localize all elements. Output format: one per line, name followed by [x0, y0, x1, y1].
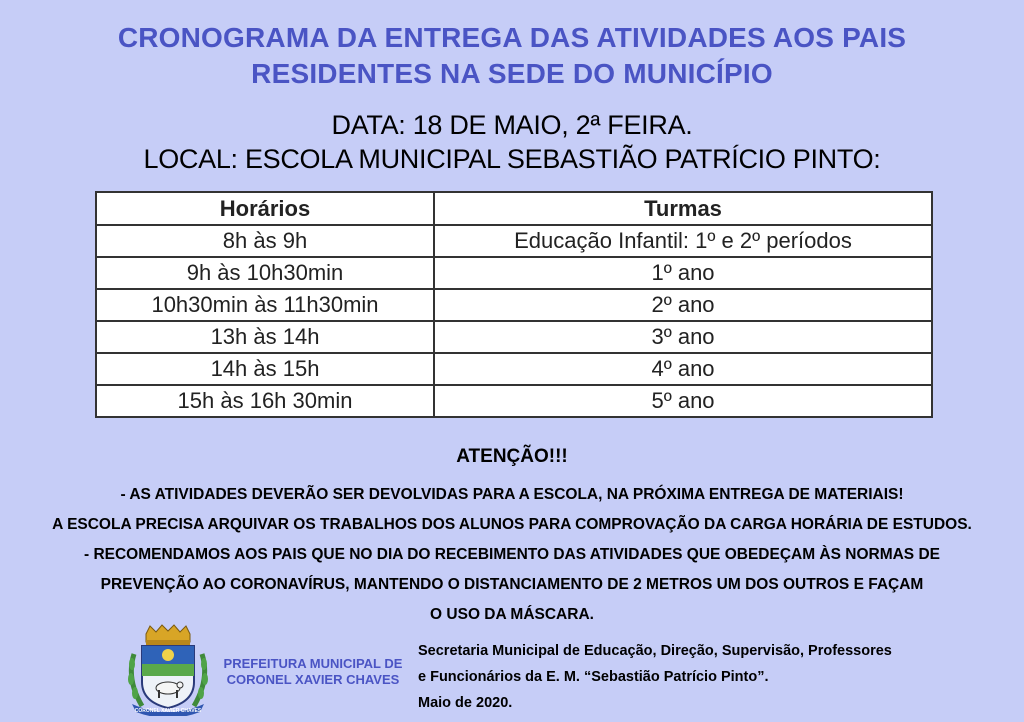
note-line: O USO DA MÁSCARA. — [430, 606, 594, 623]
signature-block — [418, 638, 892, 716]
header-turmas: Turmas — [434, 192, 932, 225]
event-info — [0, 108, 1024, 176]
event-location: LOCAL: ESCOLA MUNICIPAL SEBASTIÃO PATRÍCIO PINTO: — [143, 144, 881, 174]
municipality-name — [218, 656, 408, 688]
note-line: PREVENÇÃO AO CORONAVÍRUS, MANTENDO O DISTANCIAMENTO DE 2 METROS UM DOS OUTROS E FAÇAM — [100, 576, 924, 593]
attention-notes — [0, 480, 1024, 630]
schedule-table — [95, 191, 933, 418]
class-cell: Educação Infantil: 1º e 2º períodos — [434, 225, 932, 257]
table-row — [96, 385, 932, 417]
signature-date: Maio de 2020. — [418, 695, 513, 711]
note-line: A ESCOLA PRECISA ARQUIVAR OS TRABALHOS DOS ALUNOS PARA COMPROVAÇÃO DA CARGA HORÁRIA DE ESTUDOS. — [52, 516, 972, 533]
time-cell: 15h às 16h 30min — [96, 385, 434, 417]
time-cell: 13h às 14h — [96, 321, 434, 353]
class-cell: 4º ano — [434, 353, 932, 385]
municipal-crest-icon — [124, 624, 212, 716]
document-title — [0, 20, 1024, 92]
table-row — [96, 353, 932, 385]
title-line-2: RESIDENTES NA SEDE DO MUNICÍPIO — [251, 58, 773, 89]
table-row — [96, 321, 932, 353]
table-row — [96, 289, 932, 321]
class-cell: 1º ano — [434, 257, 932, 289]
class-cell: 3º ano — [434, 321, 932, 353]
time-cell: 8h às 9h — [96, 225, 434, 257]
municipality-line-2: CORONEL XAVIER CHAVES — [226, 672, 400, 687]
event-date: DATA: 18 DE MAIO, 2ª FEIRA. — [331, 110, 693, 140]
signature-line-2: e Funcionários da E. M. “Sebastião Patrício Pinto”. — [418, 669, 769, 685]
note-line: - RECOMENDAMOS AOS PAIS QUE NO DIA DO RECEBIMENTO DAS ATIVIDADES QUE OBEDEÇAM ÀS NORMAS DE — [83, 546, 940, 563]
time-cell: 10h30min às 11h30min — [96, 289, 434, 321]
table-row — [96, 225, 932, 257]
time-cell: 9h às 10h30min — [96, 257, 434, 289]
class-cell: 5º ano — [434, 385, 932, 417]
note-line: - AS ATIVIDADES DEVERÃO SER DEVOLVIDAS PARA A ESCOLA, NA PRÓXIMA ENTREGA DE MATERIAIS! — [120, 486, 904, 503]
crest-ribbon-text: CORONEL XAVIER CHAVES — [134, 708, 202, 714]
title-line-1: CRONOGRAMA DA ENTREGA DAS ATIVIDADES AOS PAIS — [117, 22, 907, 53]
table-header-row — [96, 192, 932, 225]
attention-heading: ATENÇÃO!!! — [456, 446, 568, 467]
signature-line-1: Secretaria Municipal de Educação, Direção, Supervisão, Professores — [418, 643, 892, 659]
municipality-line-1: PREFEITURA MUNICIPAL DE — [223, 656, 403, 671]
time-cell: 14h às 15h — [96, 353, 434, 385]
table-row — [96, 257, 932, 289]
class-cell: 2º ano — [434, 289, 932, 321]
header-horarios: Horários — [96, 192, 434, 225]
